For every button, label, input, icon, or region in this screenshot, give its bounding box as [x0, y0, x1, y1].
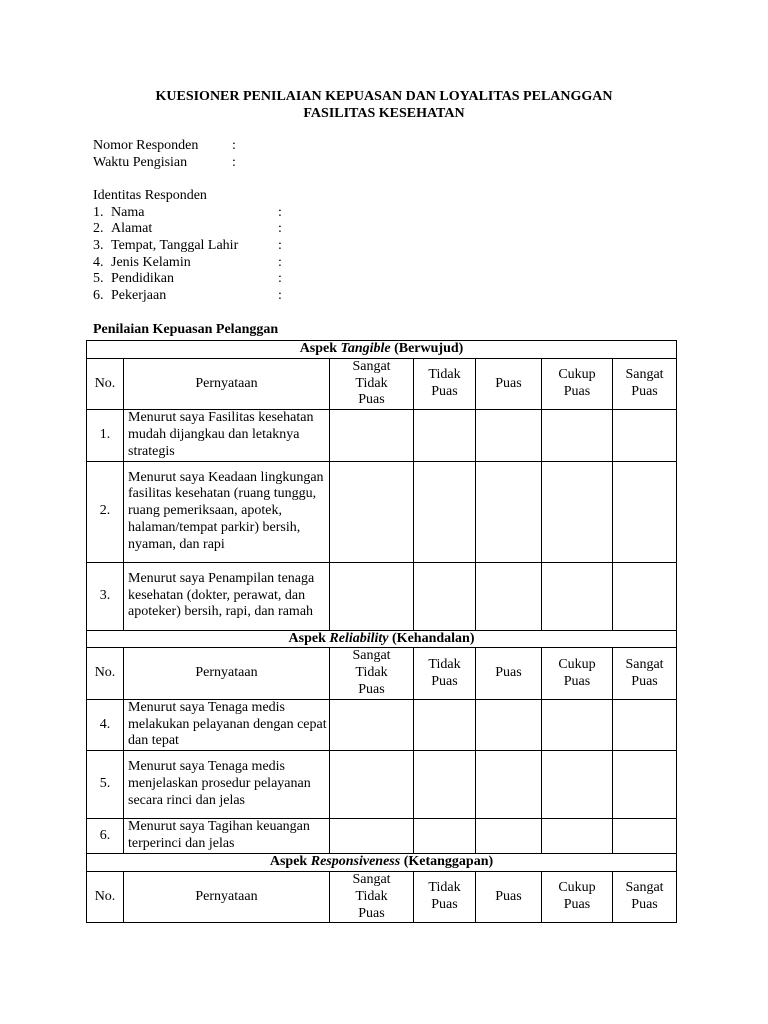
column-header-rating: Cukup Puas	[542, 358, 613, 409]
column-header-rating: Cukup Puas	[542, 648, 613, 699]
statement-text: Menurut saya Tenaga medis menjelaskan prosedur pelayanan secara rinci dan jelas	[124, 751, 330, 819]
identity-field-colon: :	[278, 238, 282, 254]
rating-cell[interactable]	[542, 699, 613, 750]
rating-cell[interactable]	[330, 819, 414, 854]
rating-cell[interactable]	[476, 410, 542, 461]
rating-cell[interactable]	[542, 410, 613, 461]
fill-time-colon: :	[232, 154, 236, 170]
aspect-row	[87, 630, 677, 648]
column-header-rating: Puas	[476, 648, 542, 699]
identity-field-4	[93, 255, 393, 272]
identity-field-number: 2.	[93, 221, 104, 237]
statement-number: 3.	[87, 562, 124, 630]
column-header-row	[87, 358, 677, 409]
rating-cell[interactable]	[330, 751, 414, 819]
identity-field-2	[93, 221, 393, 238]
column-header-no: No.	[87, 871, 124, 922]
rating-cell[interactable]	[542, 562, 613, 630]
identity-field-label: Alamat	[111, 221, 153, 237]
identity-field-colon: :	[278, 204, 282, 220]
statement-text: Menurut saya Keadaan lingkungan fasilitas kesehatan (ruang tunggu, ruang pemeriksaan, apotek, halaman/tempat parkir) bersih, nyaman, dan rapi	[124, 461, 330, 562]
identity-field-label: Tempat, Tanggal Lahir	[111, 238, 239, 254]
identity-field-number: 5.	[93, 271, 104, 287]
identity-field-label: Pekerjaan	[111, 288, 167, 304]
identity-field-number: 4.	[93, 254, 104, 270]
rating-cell[interactable]	[414, 562, 476, 630]
aspect-suffix: (Ketanggapan)	[400, 854, 494, 870]
rating-cell[interactable]	[414, 410, 476, 461]
rating-cell[interactable]	[613, 819, 677, 854]
column-header-statement: Pernyataan	[124, 648, 330, 699]
column-header-no: No.	[87, 358, 124, 409]
statement-row	[87, 562, 677, 630]
aspect-prefix: Aspek	[269, 854, 311, 870]
column-header-rating: Puas	[476, 358, 542, 409]
identity-field-label: Jenis Kelamin	[111, 254, 191, 270]
rating-cell[interactable]	[414, 461, 476, 562]
aspect-suffix: (Kehandalan)	[388, 630, 475, 646]
column-header-statement: Pernyataan	[124, 358, 330, 409]
respondent-meta	[93, 138, 393, 172]
statement-row	[87, 751, 677, 819]
rating-cell[interactable]	[613, 461, 677, 562]
respondent-number-colon: :	[232, 138, 236, 153]
rating-cell[interactable]	[330, 562, 414, 630]
aspect-title	[87, 341, 677, 359]
rating-cell[interactable]	[542, 751, 613, 819]
identity-field-5	[93, 271, 393, 288]
column-header-statement: Pernyataan	[124, 871, 330, 922]
column-header-rating: Sangat Tidak Puas	[330, 871, 414, 922]
identity-section	[93, 188, 393, 305]
rating-cell[interactable]	[542, 819, 613, 854]
column-header-no: No.	[87, 648, 124, 699]
statement-number: 5.	[87, 751, 124, 819]
statement-text: Menurut saya Tagihan keuangan terperinci dan jelas	[124, 819, 330, 854]
identity-field-colon: :	[278, 254, 282, 270]
rating-cell[interactable]	[613, 410, 677, 461]
aspect-row	[87, 854, 677, 872]
statement-text: Menurut saya Penampilan tenaga kesehatan (dokter, perawat, dan apoteker) bersih, rapi, dan ramah	[124, 562, 330, 630]
statement-row	[87, 461, 677, 562]
identity-field-colon: :	[278, 221, 282, 237]
column-header-rating: Sangat Tidak Puas	[330, 358, 414, 409]
aspect-suffix: (Berwujud)	[390, 341, 464, 356]
column-header-rating: Tidak Puas	[414, 648, 476, 699]
identity-field-colon: :	[278, 288, 282, 304]
column-header-rating: Cukup Puas	[542, 871, 613, 922]
identity-field-label: Pendidikan	[111, 271, 174, 287]
statement-number: 2.	[87, 461, 124, 562]
statement-number: 4.	[87, 699, 124, 750]
statement-row	[87, 410, 677, 461]
statement-number: 6.	[87, 819, 124, 854]
assessment-table	[86, 340, 677, 923]
identity-field-label: Nama	[111, 204, 145, 220]
rating-cell[interactable]	[476, 461, 542, 562]
assessment-heading: Penilaian Kepuasan Pelanggan	[93, 322, 279, 337]
column-header-rating: Tidak Puas	[414, 871, 476, 922]
rating-cell[interactable]	[613, 699, 677, 750]
rating-cell[interactable]	[613, 751, 677, 819]
aspect-term: Tangible	[340, 341, 391, 356]
rating-cell[interactable]	[613, 562, 677, 630]
statement-text: Menurut saya Fasilitas kesehatan mudah dijangkau dan letaknya strategis	[124, 410, 330, 461]
column-header-rating: Sangat Puas	[613, 358, 677, 409]
column-header-rating: Sangat Puas	[613, 648, 677, 699]
column-header-rating: Tidak Puas	[414, 358, 476, 409]
identity-field-3	[93, 238, 393, 255]
identity-field-number: 6.	[93, 288, 104, 304]
identity-field-1	[93, 205, 393, 222]
statement-number: 1.	[87, 410, 124, 461]
rating-cell[interactable]	[330, 699, 414, 750]
respondent-number-row	[93, 138, 393, 155]
rating-cell[interactable]	[330, 410, 414, 461]
rating-cell[interactable]	[414, 699, 476, 750]
column-header-rating: Sangat Tidak Puas	[330, 648, 414, 699]
identity-field-colon: :	[278, 271, 282, 287]
identity-field-number: 1.	[93, 204, 104, 220]
aspect-term: Responsiveness	[310, 854, 401, 870]
column-header-row	[87, 648, 677, 699]
document-title	[0, 89, 768, 122]
identity-heading: Identitas Responden	[93, 188, 207, 203]
statement-row	[87, 699, 677, 750]
rating-cell[interactable]	[414, 819, 476, 854]
statement-row	[87, 819, 677, 854]
statement-text: Menurut saya Tenaga medis melakukan pelayanan dengan cepat dan tepat	[124, 699, 330, 750]
column-header-row	[87, 871, 677, 922]
fill-time-label: Waktu Pengisian	[93, 154, 188, 170]
rating-cell[interactable]	[414, 751, 476, 819]
rating-cell[interactable]	[476, 699, 542, 750]
column-header-rating: Puas	[476, 871, 542, 922]
aspect-row	[87, 341, 677, 359]
aspect-prefix: Aspek	[299, 341, 341, 356]
rating-cell[interactable]	[542, 461, 613, 562]
aspect-title	[87, 630, 677, 648]
fill-time-row	[93, 155, 393, 172]
aspect-title	[87, 854, 677, 872]
column-header-rating: Sangat Puas	[613, 871, 677, 922]
respondent-number-label: Nomor Responden	[93, 138, 199, 153]
rating-cell[interactable]	[476, 819, 542, 854]
title-line-1: KUESIONER PENILAIAN KEPUASAN DAN LOYALITAS PELANGGAN	[155, 89, 613, 104]
rating-cell[interactable]	[476, 751, 542, 819]
title-line-2: FASILITAS KESEHATAN	[303, 105, 465, 121]
aspect-prefix: Aspek	[288, 630, 330, 646]
identity-field-6	[93, 288, 393, 305]
rating-cell[interactable]	[330, 461, 414, 562]
aspect-term: Reliability	[329, 630, 389, 646]
rating-cell[interactable]	[476, 562, 542, 630]
identity-field-number: 3.	[93, 238, 104, 254]
